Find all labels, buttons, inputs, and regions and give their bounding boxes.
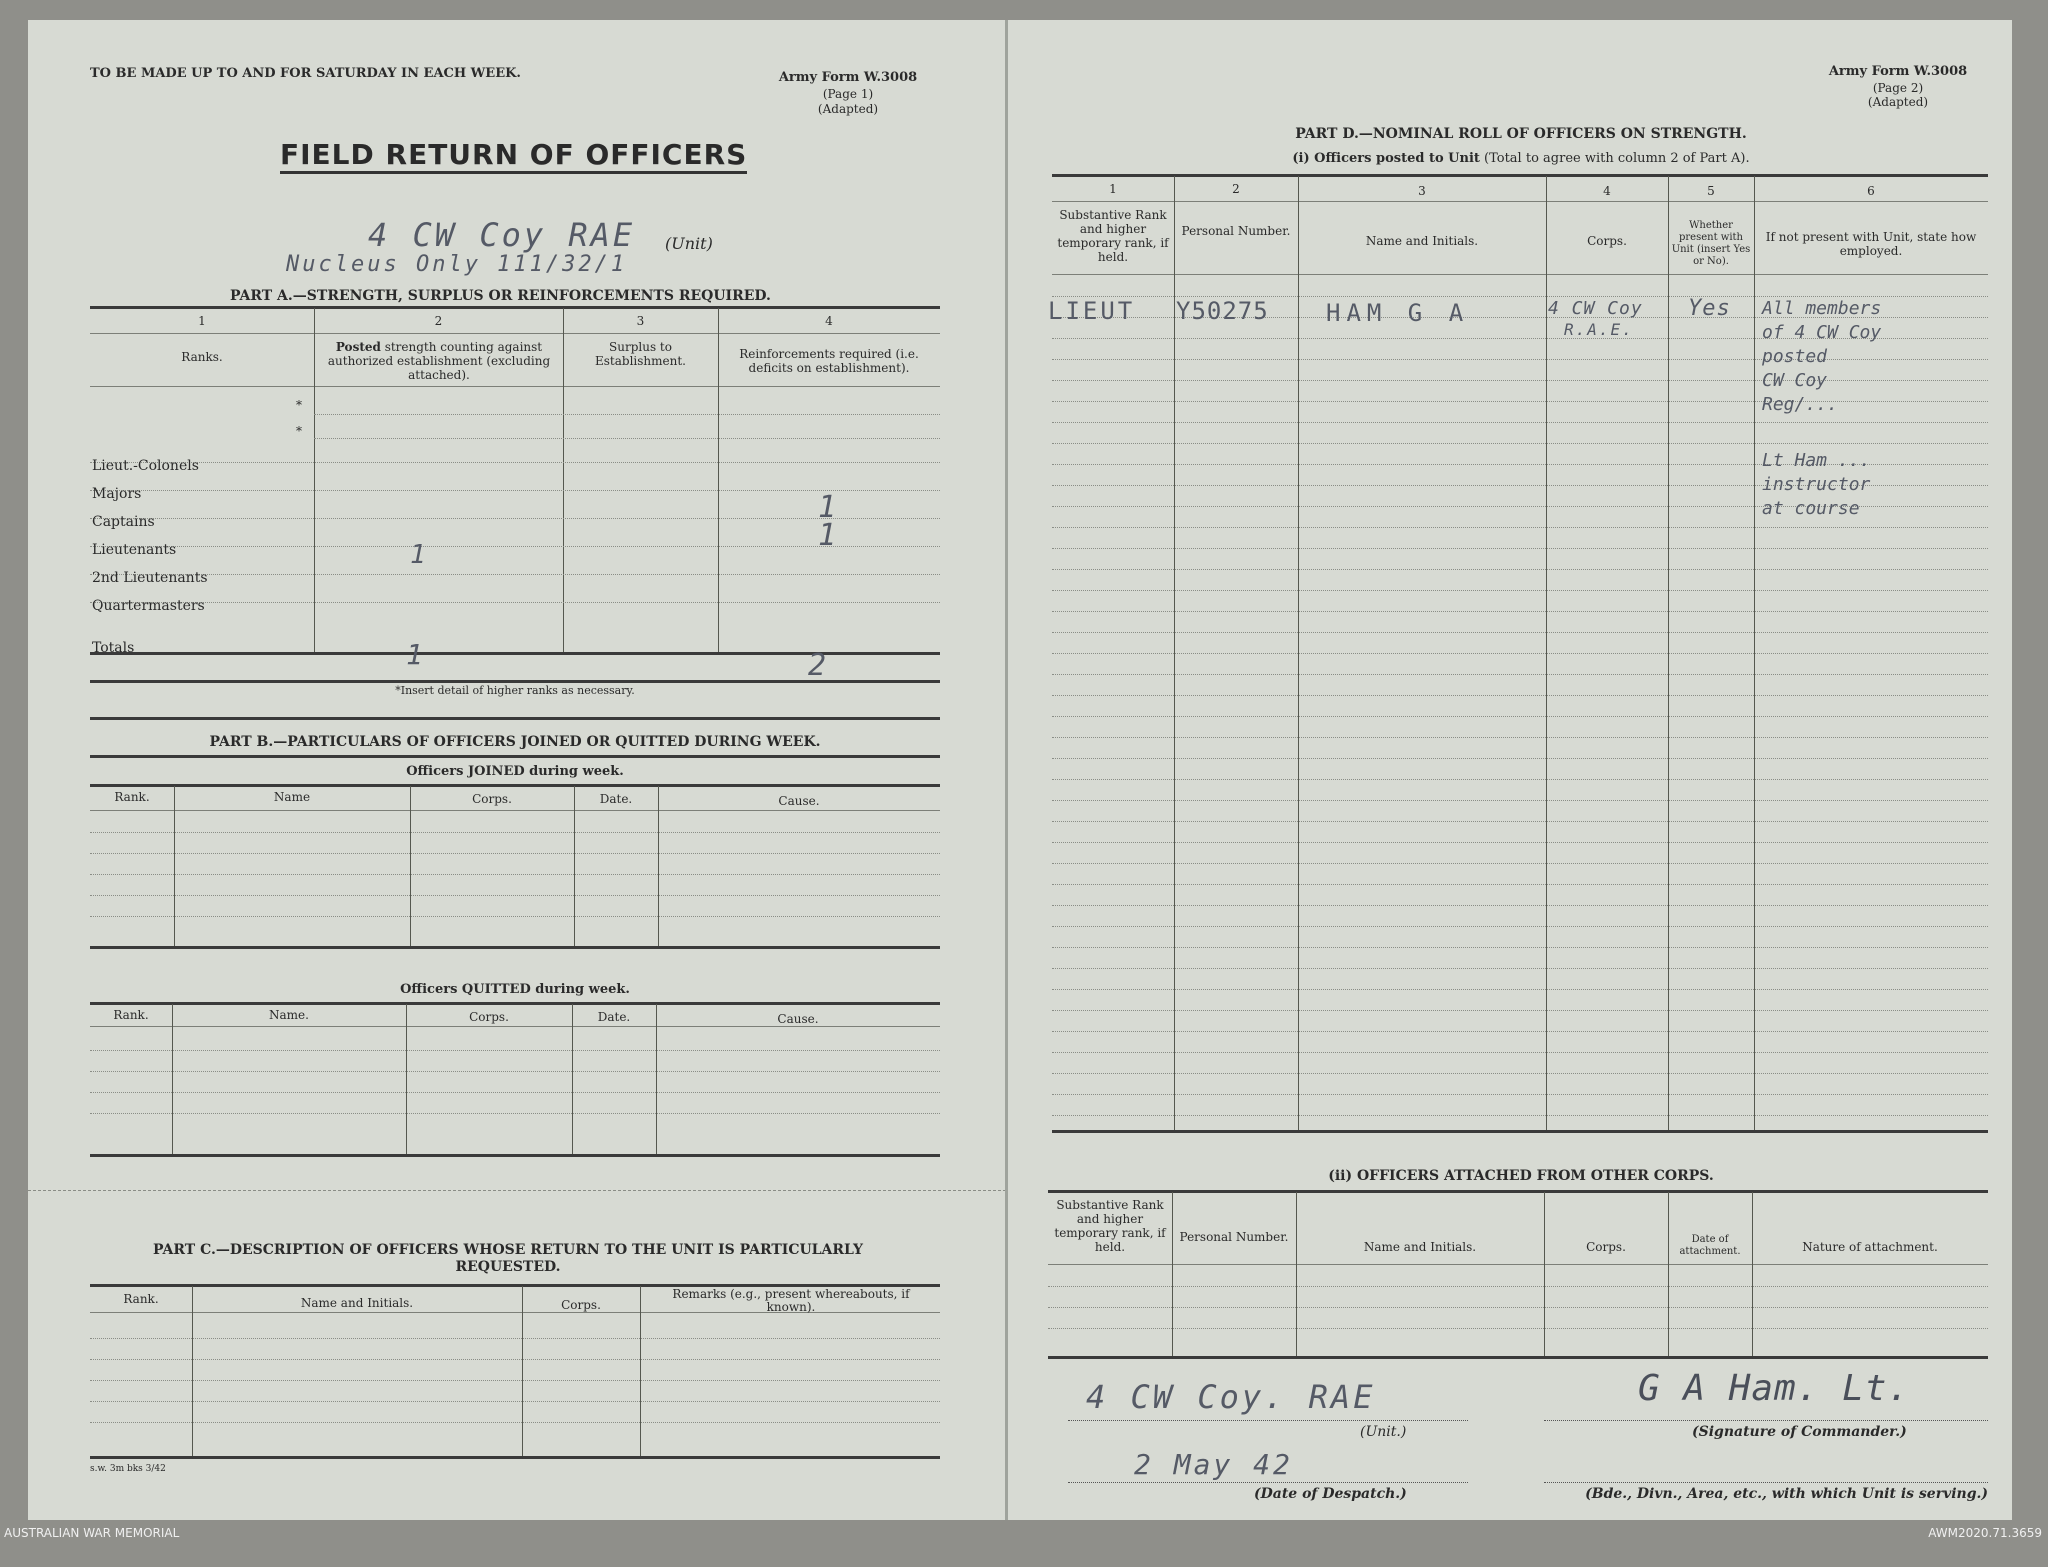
col-employed-header: If not present with Unit, state how employed. <box>1765 230 1977 258</box>
att-col-nature: Nature of attachment. <box>1802 1240 1938 1254</box>
despatch-date-label: (Date of Despatch.) <box>1254 1486 1407 1502</box>
part-d-col-2-number: 2 <box>1232 182 1240 196</box>
joined-col-name: Name <box>273 790 311 804</box>
part-d-heading: PART D.—NOMINAL ROLL OF OFFICERS ON STRENGTH. <box>1295 126 1747 142</box>
rank-quartermasters: Quartermasters <box>92 598 205 614</box>
attached-heading: (ii) OFFICERS ATTACHED FROM OTHER CORPS. <box>1328 1168 1714 1184</box>
page-number-2: (Page 2) <box>1872 81 1924 95</box>
part-a-col-4-number: 4 <box>825 314 833 328</box>
joined-col-date: Date. <box>599 792 633 806</box>
part-d-col-4-number: 4 <box>1603 184 1611 198</box>
partc-col-corps: Corps. <box>561 1298 601 1312</box>
entry-employed-line7: instructor <box>1762 474 1871 495</box>
quitted-col-corps: Corps. <box>469 1010 509 1024</box>
att-col-date: Date of attachment. <box>1679 1234 1741 1257</box>
entry-employed-line6: Lt Ham ... <box>1762 450 1871 471</box>
posted-subheading: (i) Officers posted to Unit (Total to agree with column 2 of Part A). <box>1292 151 1750 166</box>
form-page-2 <box>1008 20 2012 1520</box>
col-posted-header: Posted strength counting against authorized establishment (excluding attached). <box>327 340 551 382</box>
col-personal-number-header: Personal Number. <box>1181 224 1291 238</box>
entry-corps-line1: 4 CW Coy <box>1548 298 1643 319</box>
commander-signature: G A Ham. Lt. <box>1638 1368 1911 1409</box>
col-name-header: Name and Initials. <box>1365 234 1479 248</box>
form-number-2: Army Form W.3008 <box>1828 64 1968 79</box>
att-col-name: Name and Initials. <box>1363 1240 1477 1254</box>
unit-label-2: (Unit.) <box>1360 1424 1407 1440</box>
entry-personal-number: Y50275 <box>1176 297 1269 325</box>
part-c-heading: PART C.—DESCRIPTION OF OFFICERS WHOSE RETURN TO THE UNIT IS PARTICULARLY REQUESTED. <box>153 1242 863 1275</box>
part-a-col-2-number: 2 <box>434 314 443 328</box>
quitted-col-date: Date. <box>597 1010 631 1024</box>
asterisk-2: * <box>296 424 302 438</box>
col-reinforcements-header: Reinforcements required (i.e. deficits on establishment). <box>739 347 919 375</box>
total-reinf-value: 2 <box>808 648 830 683</box>
reinf-captains-value: 1 <box>818 518 840 553</box>
rank-lieut-colonels: Lieut.-Colonels <box>92 458 199 474</box>
rank-majors: Majors <box>92 486 142 502</box>
signature-label: (Signature of Commander.) <box>1692 1424 1907 1440</box>
entry-employed-line1: All members <box>1762 298 1882 319</box>
entry-employed-line4: CW Coy <box>1762 370 1828 391</box>
unit-handwritten-2: 4 CW Coy. RAE <box>1086 1378 1376 1416</box>
partc-col-rank: Rank. <box>123 1292 159 1306</box>
footer-accession: AWM2020.71.3659 <box>1928 1526 2042 1540</box>
instruction-text: TO BE MADE UP TO AND FOR SATURDAY IN EACH WEEK. <box>90 66 521 81</box>
att-col-corps: Corps. <box>1586 1240 1626 1254</box>
printer-mark: s.w. 3m bks 3/42 <box>90 1464 166 1474</box>
entry-present: Yes <box>1688 296 1731 321</box>
col-rank-header: Substantive Rank and higher temporary rank, if held. <box>1057 208 1169 264</box>
joined-col-rank: Rank. <box>114 790 150 804</box>
quitted-title: Officers QUITTED during week. <box>400 982 630 997</box>
total-posted-value: 1 <box>406 638 426 671</box>
col-corps-header: Corps. <box>1587 234 1627 248</box>
part-b-heading: PART B.—PARTICULARS OF OFFICERS JOINED OR QUITTED DURING WEEK. <box>209 734 821 750</box>
asterisk-1: * <box>296 398 302 412</box>
entry-corps-line2: R.A.E. <box>1564 320 1634 339</box>
entry-employed-line2: of 4 CW Coy <box>1762 322 1882 343</box>
joined-col-cause: Cause. <box>778 794 820 808</box>
partc-col-remarks: Remarks (e.g., present whereabouts, if known). <box>672 1287 910 1314</box>
part-d-col-6-number: 6 <box>1867 184 1875 198</box>
adapted-note: (Adapted) <box>817 102 879 116</box>
part-a-footnote: *Insert detail of higher ranks as necessary. <box>395 684 635 697</box>
joined-col-corps: Corps. <box>472 792 512 806</box>
despatch-date-handwritten: 2 May 42 <box>1134 1448 1293 1481</box>
part-d-col-1-number: 1 <box>1109 182 1117 196</box>
reinf-majors-value: 1 <box>818 490 840 525</box>
quitted-col-cause: Cause. <box>777 1012 819 1026</box>
form-page-1 <box>28 20 1006 1520</box>
form-title: FIELD RETURN OF OFFICERS <box>280 138 747 174</box>
entry-name: HAM G A <box>1326 299 1470 327</box>
totals-label: Totals <box>92 640 135 656</box>
att-col-rank: Substantive Rank and higher temporary rank, if held. <box>1054 1198 1166 1254</box>
att-col-personal-number: Personal Number. <box>1179 1230 1289 1244</box>
entry-employed-line5: Reg/... <box>1762 394 1838 415</box>
rank-captains: Captains <box>92 514 155 530</box>
nucleus-note: Nucleus Only 111/32/1 <box>286 252 628 277</box>
col-surplus-header: Surplus to Establishment. <box>595 340 686 368</box>
unit-label: (Unit) <box>665 234 713 253</box>
quitted-col-name: Name. <box>269 1008 309 1022</box>
col-present-header: Whether present with Unit (insert Yes or No). <box>1671 220 1751 267</box>
form-number: Army Form W.3008 <box>778 70 918 85</box>
posted-lieutenants-value: 1 <box>410 540 429 570</box>
part-d-col-5-number: 5 <box>1707 184 1715 198</box>
entry-rank: LIEUT <box>1048 297 1136 325</box>
part-a-col-3-number: 3 <box>636 314 645 328</box>
col-ranks-header: Ranks. <box>181 350 223 364</box>
part-d-col-3-number: 3 <box>1418 184 1426 198</box>
joined-title: Officers JOINED during week. <box>406 764 624 779</box>
quitted-col-rank: Rank. <box>113 1008 149 1022</box>
footer-credit: AUSTRALIAN WAR MEMORIAL <box>4 1526 180 1540</box>
adapted-note-2: (Adapted) <box>1867 95 1929 109</box>
partc-col-name: Name and Initials. <box>300 1296 414 1310</box>
entry-employed-line8: at course <box>1762 498 1860 519</box>
part-a-heading: PART A.—STRENGTH, SURPLUS OR REINFORCEMENTS REQUIRED. <box>230 288 771 304</box>
part-a-col-1-number: 1 <box>198 314 206 328</box>
bde-label: (Bde., Divn., Area, etc., with which Unit is serving.) <box>1585 1486 1988 1502</box>
entry-employed-line3: posted <box>1762 346 1828 367</box>
unit-handwritten: 4 CW Coy RAE <box>368 216 636 254</box>
page-number: (Page 1) <box>822 87 874 101</box>
rank-2nd-lieutenants: 2nd Lieutenants <box>92 570 208 586</box>
rank-lieutenants: Lieutenants <box>92 542 177 558</box>
